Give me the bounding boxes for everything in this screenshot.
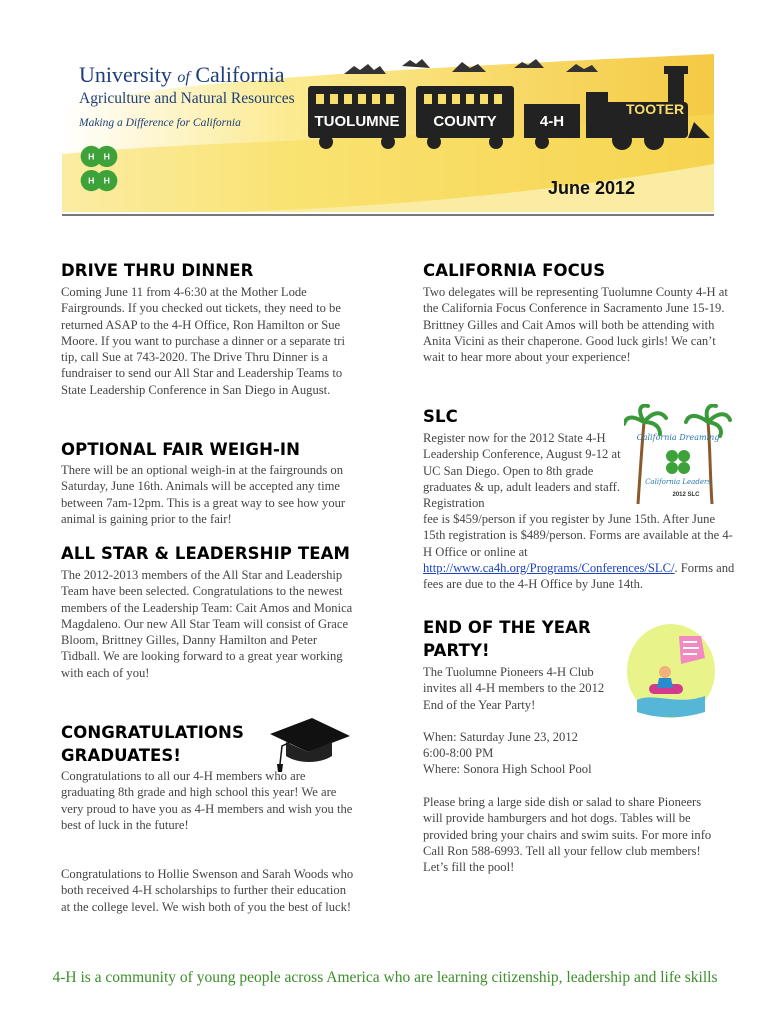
all-star-body: The 2012-2013 members of the All Star and Leadership Team have been selected. Congratulations to the newest members of the Leadership Team: Cait Amos and Monica Magdaleno. Our new All Star Team will consist of Grace Bloom, Brittney Gilles, Danny Hamilton and Peter Tidball. We are looking forward to a great year working with each of you! <box>61 568 353 680</box>
svg-text:H: H <box>103 151 110 162</box>
party-time: 6:00-8:00 PM <box>423 746 494 760</box>
train-car-county: COUNTY <box>433 113 497 130</box>
slc-logo <box>624 404 732 510</box>
train-car-tuolumne: TUOLUMNE <box>314 113 400 130</box>
train-illustration <box>304 52 718 150</box>
all-star-title: ALL STAR & LEADERSHIP TEAM <box>61 544 350 563</box>
pool-party-clipart <box>625 622 717 720</box>
svg-text:California Leaders: California Leaders <box>645 478 711 486</box>
party-title-line1: END OF THE YEAR <box>423 618 591 637</box>
graduates-body-1: Congratulations to all our 4-H members who are graduating 8th grade and high school this year! We are very proud to have you as 4-H members and wish you the best of luck in the future! <box>61 769 353 832</box>
drive-thru-body: Coming June 11 from 4-6:30 at the Mother Lode Fairgrounds. If you checked out tickets, they need to be returned ASAP to the 4-H Office, Ron Hamilton or Sue Moore. If you want to purchase a dinner or a separate tri tip, call Sue at 743-2020. The Drive Thru Dinner is a fundraiser to send our All Star and Leadership Teams to State Leadership Conference in San Diego in August. <box>61 285 345 397</box>
university-name: University of California <box>79 62 285 87</box>
svg-text:California Dreaming: California Dreaming <box>636 433 720 442</box>
party-title-line2: PARTY! <box>423 641 490 660</box>
slc-title: SLC <box>423 407 458 426</box>
party-body-2: Please bring a large side dish or salad to share Pioneers will provide hamburgers and hot dogs. Tables will be provided bring your chairs and swim suits. For more info Call Ron 588-6993. Tell all your fellow club members! Let’s fill the pool! <box>423 795 712 875</box>
drive-thru-title: DRIVE THRU DINNER <box>61 261 254 280</box>
svg-text:2012 SLC: 2012 SLC <box>672 492 700 498</box>
train-car-4h: 4-H <box>539 113 565 130</box>
party-when: When: Saturday June 23, 2012 <box>423 730 578 744</box>
graduates-title-line1: CONGRATULATIONS <box>61 723 244 742</box>
ca-focus-body: Two delegates will be representing Tuolumne County 4-H at the California Focus Conference in Sacramento June 15-19. Brittney Gilles and Cait Amos will both be attending with Anita Vicini as their chaperone. Good luck girls! We can’t wait to hear more about your experience! <box>423 285 728 365</box>
slc-body-wide: fee is $459/person if you register by June 15th. After June 15th registration is $489/person. Forms are available at the 4-H Office or online at http://www.ca4h.org/Programs/Conferences/SLC/. Forms and fees are due to the 4-H Office by June 14th. <box>423 512 735 592</box>
header-divider <box>62 214 714 216</box>
weigh-in-title: OPTIONAL FAIR WEIGH-IN <box>61 440 301 459</box>
slc-body-narrow: Register now for the 2012 State 4-H Leadership Conference, August 9-12 at UC San Diego. Open to 8th grade graduates & up, adult leaders and staff. Registration <box>423 431 621 511</box>
train-car-tooter: TOOTER <box>626 101 685 117</box>
footer-motto: 4-H is a community of young people across America who are learning citizenship, leadership and life skills <box>52 969 718 986</box>
svg-text:H: H <box>88 175 95 186</box>
ca-focus-title: CALIFORNIA FOCUS <box>423 261 606 280</box>
four-h-clover-icon <box>70 140 128 198</box>
party-body-1: The Tuolumne Pioneers 4-H Club invites all 4-H members to the 2012 End of the Year Party! <box>423 665 605 712</box>
graduates-title-line2: GRADUATES! <box>61 746 182 765</box>
svg-text:H: H <box>103 175 110 186</box>
division-name: Agriculture and Natural Resources <box>79 90 295 107</box>
party-where: Where: Sonora High School Pool <box>423 762 592 776</box>
graduates-body-2: Congratulations to Hollie Swenson and Sarah Woods who both received 4-H scholarships to further their education at the college level. We wish both of you the best of luck! <box>61 867 354 914</box>
slc-link[interactable]: http://www.ca4h.org/Programs/Conferences/SLC/ <box>423 560 675 575</box>
tagline: Making a Difference for California <box>79 117 241 129</box>
graduation-cap-icon <box>262 712 352 774</box>
svg-text:H: H <box>88 151 95 162</box>
weigh-in-body: There will be an optional weigh-in at the fairgrounds on Saturday, June 16th. Animals will be accepted any time between 7am-12pm. This is a great way to see how your animal is gaining prior to the fair! <box>61 463 346 526</box>
issue-date: June 2012 <box>548 178 636 198</box>
